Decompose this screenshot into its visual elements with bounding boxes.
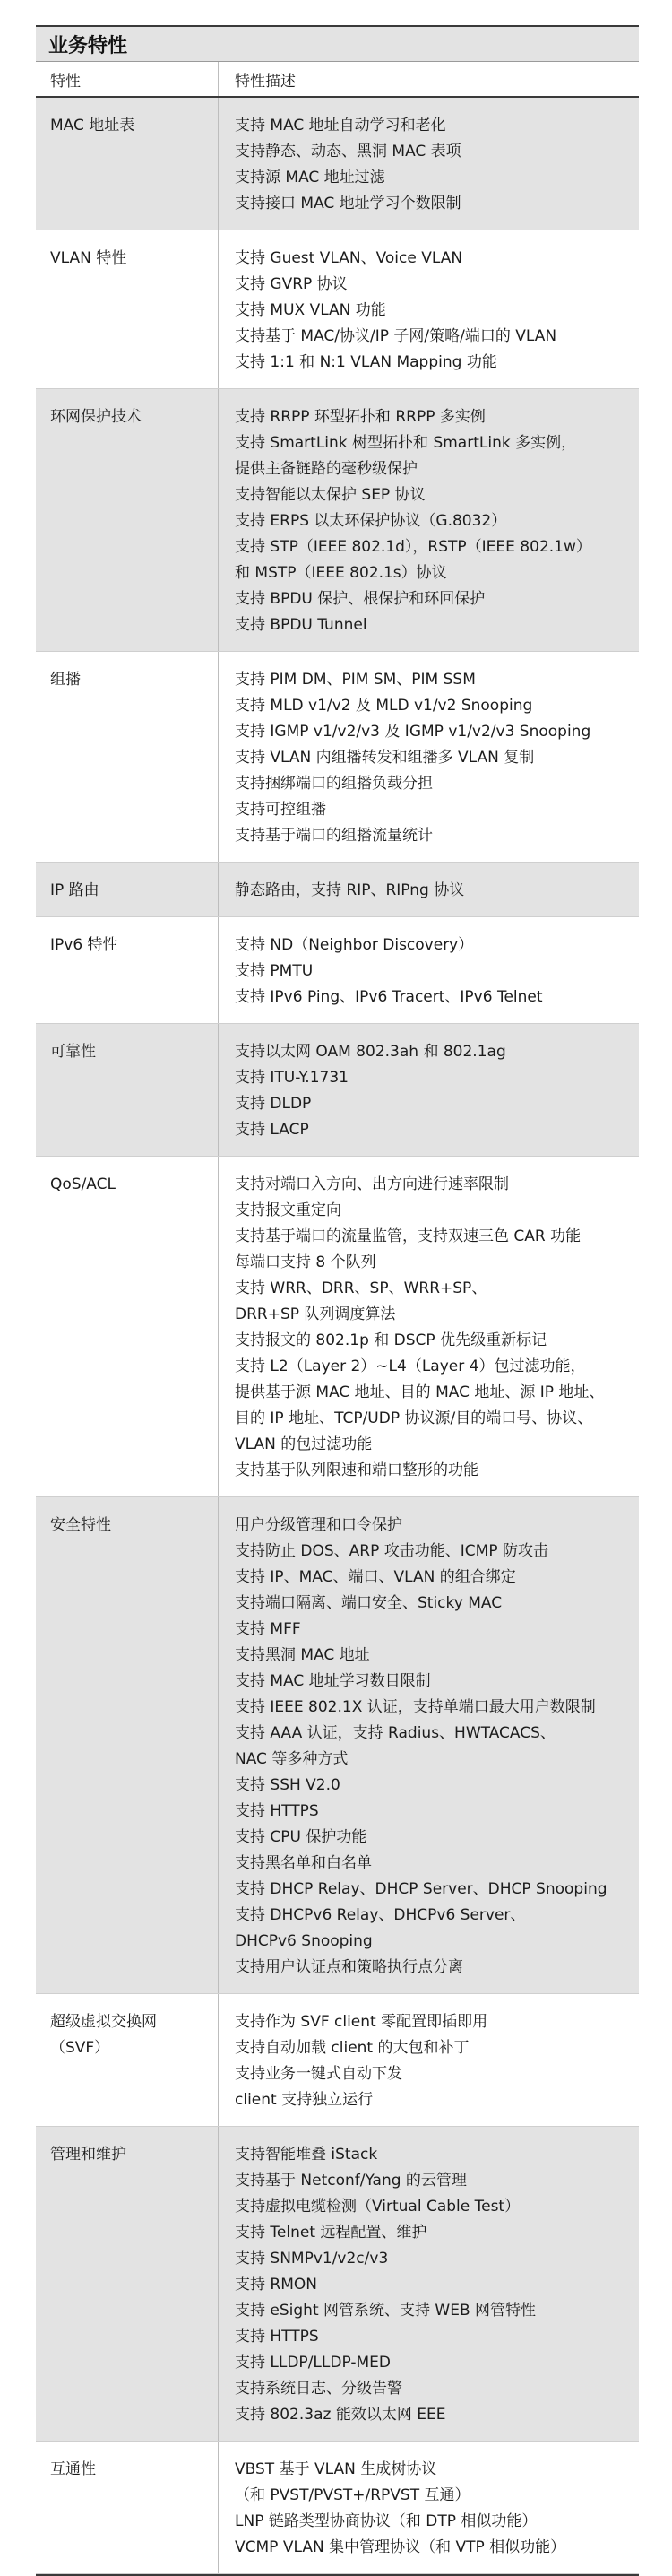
feature-description-line: （和 PVST/PVST+/RPVST 互通） [235, 2486, 470, 2504]
table-body [36, 98, 639, 2574]
feature-description-line: 支持黑名单和白名单 [235, 1854, 372, 1872]
table-row [36, 98, 639, 230]
feature-description-line: 支持 DHCPv6 Relay、DHCPv6 Server、 [235, 1906, 526, 1924]
table-row [36, 917, 639, 1024]
feature-description-line: 支持 ITU-Y.1731 [235, 1069, 349, 1087]
feature-description-line: VLAN 的包过滤功能 [235, 1435, 373, 1453]
feature-description-line: 支持 VLAN 内组播转发和组播多 VLAN 复制 [235, 749, 535, 767]
feature-description-line: NAC 等多种方式 [235, 1750, 349, 1768]
feature-description-line: 支持 eSight 网管系统、支持 WEB 网管特性 [235, 2302, 537, 2320]
feature-description-line: 支持系统日志、分级告警 [235, 2380, 402, 2398]
feature-description-line: 支持 GVRP 协议 [235, 275, 348, 293]
feature-description-line: 提供基于源 MAC 地址、目的 MAC 地址、源 IP 地址、 [235, 1383, 605, 1401]
feature-description-line: 支持 SmartLink 树型拓扑和 SmartLink 多实例， [235, 434, 577, 452]
feature-description-line: 支持 AAA 认证，支持 Radius、HWTACACS、 [235, 1724, 556, 1742]
feature-description-line: 支持基于 MAC/协议/IP 子网/策略/端口的 VLAN [235, 327, 557, 345]
feature-description-cell [219, 652, 639, 862]
feature-description-line: LNP 链路类型协商协议（和 DTP 相似功能） [235, 2512, 538, 2530]
feature-description-cell [219, 2442, 639, 2573]
feature-description-cell [219, 1994, 639, 2126]
feature-name: 管理和维护 [50, 2146, 126, 2164]
feature-description-line: 支持 DHCP Relay、DHCP Server、DHCP Snooping [235, 1880, 607, 1898]
feature-description-line: 支持 RRPP 环型拓扑和 RRPP 多实例 [235, 408, 486, 426]
feature-description-cell [219, 389, 639, 651]
feature-name: 超级虚拟交换网 [50, 2013, 157, 2031]
feature-description-line: 支持 Telnet 远程配置、维护 [235, 2224, 427, 2242]
feature-description-line: 支持可控组播 [235, 801, 326, 819]
feature-description-line: 支持基于端口的流量监管，支持双速三色 CAR 功能 [235, 1227, 582, 1245]
table-header [36, 62, 639, 98]
feature-name-cell [36, 230, 219, 388]
table-row [36, 1157, 639, 1497]
feature-description-line: 支持 PMTU [235, 962, 314, 980]
feature-description-line: 支持捆绑端口的组播负载分担 [235, 775, 433, 793]
feature-description-cell [219, 2127, 639, 2441]
table-row [36, 230, 639, 389]
feature-description-line: 支持用户认证点和策略执行点分离 [235, 1958, 463, 1976]
feature-description-line: client 支持独立运行 [235, 2091, 374, 2109]
feature-name: 互通性 [50, 2460, 96, 2478]
feature-description-cell [219, 1024, 639, 1156]
feature-description-line: 支持 IP、MAC、端口、VLAN 的组合绑定 [235, 1568, 516, 1586]
feature-description-line: 支持 IGMP v1/v2/v3 及 IGMP v1/v2/v3 Snooping [235, 723, 591, 741]
feature-description-line: VBST 基于 VLAN 生成树协议 [235, 2460, 437, 2478]
feature-name-cell [36, 1157, 219, 1496]
feature-description-line: 支持 PIM DM、PIM SM、PIM SSM [235, 671, 476, 689]
feature-description-line: 支持 IEEE 802.1X 认证，支持单端口最大用户数限制 [235, 1698, 596, 1716]
feature-description-line: 支持 MUX VLAN 功能 [235, 301, 386, 319]
feature-name-cell [36, 389, 219, 651]
feature-name: IP 路由 [50, 881, 99, 899]
feature-description-line: 支持黑洞 MAC 地址 [235, 1646, 370, 1664]
feature-name: IPv6 特性 [50, 936, 118, 954]
feature-description-line: 支持 LLDP/LLDP-MED [235, 2354, 391, 2372]
feature-description-line: 支持静态、动态、黑洞 MAC 表项 [235, 143, 461, 160]
feature-name-cell [36, 1024, 219, 1156]
feature-description-line: 支持 Guest VLAN、Voice VLAN [235, 249, 463, 267]
feature-description-line: 支持 LACP [235, 1121, 309, 1139]
feature-description-line: 支持防止 DOS、ARP 攻击功能、ICMP 防攻击 [235, 1542, 548, 1560]
feature-description-line: 和 MSTP（IEEE 802.1s）协议 [235, 564, 447, 582]
feature-description-line: 支持 MAC 地址学习数目限制 [235, 1672, 431, 1690]
feature-description-line: 支持端口隔离、端口安全、Sticky MAC [235, 1594, 503, 1612]
feature-description-line: 支持 DLDP [235, 1095, 312, 1113]
header-description: 特性描述 [235, 72, 296, 91]
spec-table [36, 25, 639, 2576]
header-feature: 特性 [36, 62, 219, 96]
table-row [36, 2127, 639, 2442]
feature-description-line: 支持 ERPS 以太环保护协议（G.8032） [235, 512, 507, 530]
feature-description-line: 支持基于队列限速和端口整形的功能 [235, 1461, 478, 1479]
feature-description-line: 支持虚拟电缆检测（Virtual Cable Test） [235, 2198, 521, 2216]
feature-name: 环网保护技术 [50, 408, 142, 426]
table-row [36, 2442, 639, 2574]
feature-name-cell [36, 2127, 219, 2441]
feature-description-line: 支持 BPDU Tunnel [235, 616, 367, 634]
feature-description-cell [219, 230, 639, 388]
table-row [36, 389, 639, 652]
feature-description-cell [219, 917, 639, 1023]
table-row [36, 863, 639, 917]
feature-description-line: 支持源 MAC 地址过滤 [235, 169, 385, 186]
feature-description-cell [219, 863, 639, 916]
feature-description-line: 每端口支持 8 个队列 [235, 1253, 376, 1271]
feature-name: QoS/ACL [50, 1175, 116, 1193]
feature-description-line: 支持报文的 802.1p 和 DSCP 优先级重新标记 [235, 1331, 547, 1349]
feature-description-line: 支持接口 MAC 地址学习个数限制 [235, 195, 461, 212]
feature-description-line: DRR+SP 队列调度算法 [235, 1305, 396, 1323]
feature-description-line: 支持 SNMPv1/v2c/v3 [235, 2250, 389, 2268]
feature-description-line: 静态路由，支持 RIP、RIPng 协议 [235, 881, 465, 899]
feature-description-line: 支持智能堆叠 iStack [235, 2146, 378, 2164]
feature-description-line: 支持 CPU 保护功能 [235, 1828, 367, 1846]
feature-description-line: 支持 MLD v1/v2 及 MLD v1/v2 Snooping [235, 697, 533, 715]
feature-description-line: 支持 ND（Neighbor Discovery） [235, 936, 474, 954]
feature-name: MAC 地址表 [50, 117, 135, 134]
table-row [36, 1024, 639, 1157]
feature-name-cell [36, 917, 219, 1023]
table-row [36, 1497, 639, 1994]
feature-name-cell [36, 1497, 219, 1993]
section-title: 业务特性 [36, 27, 639, 62]
feature-name-cell [36, 652, 219, 862]
feature-description-line: 支持 MAC 地址自动学习和老化 [235, 117, 446, 134]
feature-description-line: 支持以太网 OAM 802.3ah 和 802.1ag [235, 1043, 506, 1061]
feature-description-line: 支持 WRR、DRR、SP、WRR+SP、 [235, 1279, 487, 1297]
feature-description-line: 支持对端口入方向、出方向进行速率限制 [235, 1175, 509, 1193]
feature-description-line: 支持基于 Netconf/Yang 的云管理 [235, 2172, 467, 2190]
feature-description-cell [219, 98, 639, 230]
feature-description-line: 支持 HTTPS [235, 2328, 319, 2346]
feature-name: VLAN 特性 [50, 249, 127, 267]
feature-description-line: 支持作为 SVF client 零配置即插即用 [235, 2013, 488, 2031]
table-row [36, 652, 639, 863]
feature-description-line: 支持 BPDU 保护、根保护和环回保护 [235, 590, 486, 608]
feature-description-line: 提供主备链路的毫秒级保护 [235, 460, 418, 478]
feature-name: 可靠性 [50, 1043, 96, 1061]
feature-description-line: 支持 1:1 和 N:1 VLAN Mapping 功能 [235, 353, 497, 371]
feature-description-line: 支持 802.3az 能效以太网 EEE [235, 2406, 446, 2424]
feature-description-line: 支持 HTTPS [235, 1802, 319, 1820]
feature-description-line: 目的 IP 地址、TCP/UDP 协议源/目的端口号、协议、 [235, 1409, 593, 1427]
feature-description-line: 支持智能以太保护 SEP 协议 [235, 486, 426, 504]
feature-description-cell [219, 1157, 639, 1496]
feature-description-line: 支持 SSH V2.0 [235, 1776, 340, 1794]
feature-name-cell [36, 1994, 219, 2126]
feature-description-line: 支持报文重定向 [235, 1201, 341, 1219]
feature-description-cell [219, 1497, 639, 1993]
feature-name: 安全特性 [50, 1516, 111, 1534]
feature-description-line: 支持基于端口的组播流量统计 [235, 827, 433, 845]
feature-description-line: 支持自动加载 client 的大包和补丁 [235, 2039, 470, 2057]
table-row [36, 1994, 639, 2127]
feature-name-cell [36, 863, 219, 916]
feature-description-line: VCMP VLAN 集中管理协议（和 VTP 相似功能） [235, 2538, 566, 2556]
feature-description-line: 支持 MFF [235, 1620, 301, 1638]
feature-description-line: 支持业务一键式自动下发 [235, 2065, 402, 2083]
feature-name: （SVF） [50, 2039, 110, 2057]
feature-description-line: 支持 RMON [235, 2276, 317, 2294]
feature-description-line: 支持 IPv6 Ping、IPv6 Tracert、IPv6 Telnet [235, 988, 543, 1006]
feature-name-cell [36, 2442, 219, 2573]
feature-description-line: 支持 L2（Layer 2）~L4（Layer 4）包过滤功能， [235, 1357, 586, 1375]
feature-description-line: 用户分级管理和口令保护 [235, 1516, 402, 1534]
feature-name-cell [36, 98, 219, 230]
feature-description-line: DHCPv6 Snooping [235, 1932, 373, 1950]
feature-name: 组播 [50, 671, 81, 689]
feature-description-line: 支持 STP（IEEE 802.1d），RSTP（IEEE 802.1w） [235, 538, 591, 556]
